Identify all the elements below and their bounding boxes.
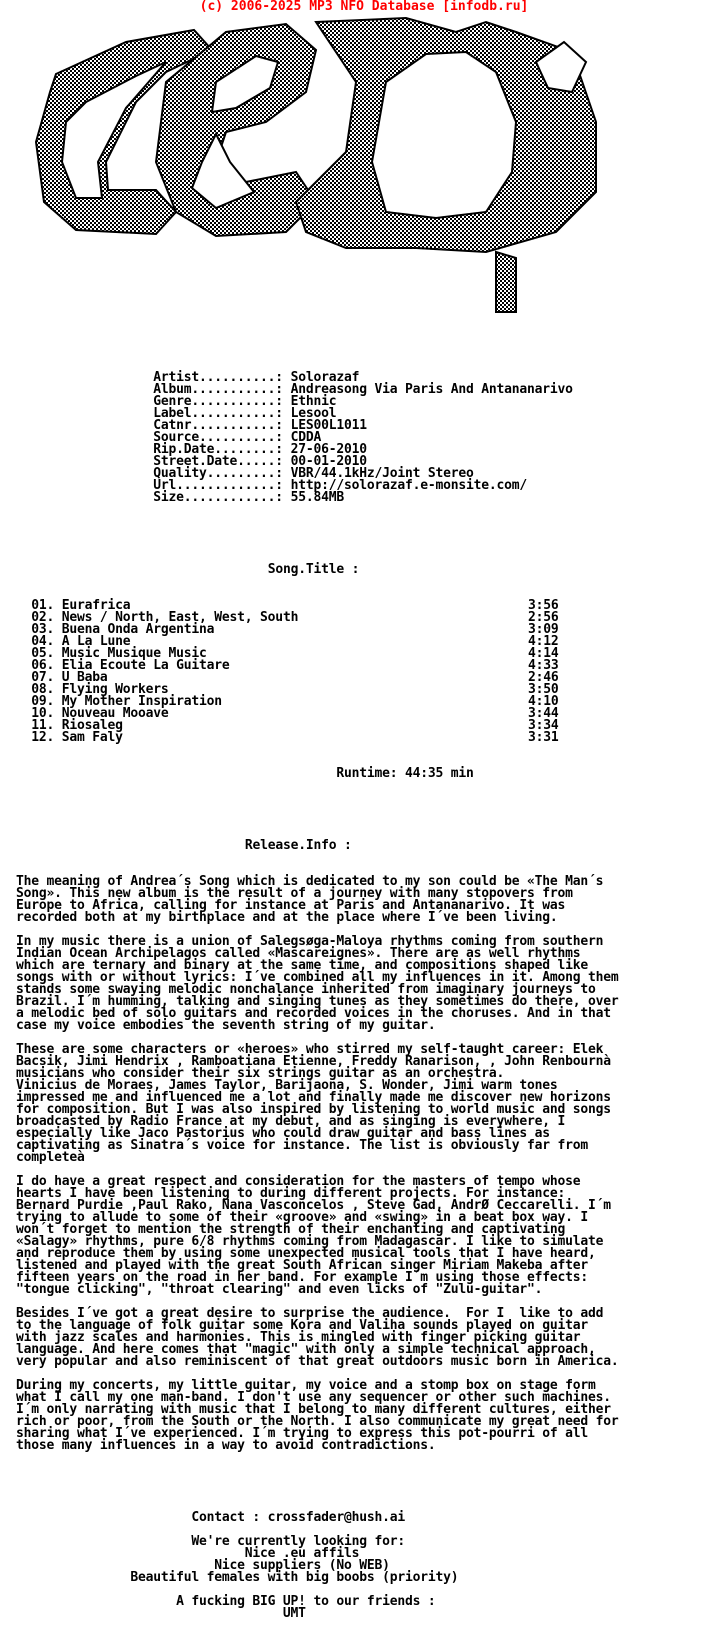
release-field-value: Solorazaf: [290, 370, 360, 385]
info-line: won´t forget to mention the strength of their enchanting and captivating: [16, 1222, 566, 1237]
track-duration: 4:12: [528, 634, 559, 649]
track-title: Buena Onda Argentina: [61, 622, 215, 637]
info-line: which are ternary and binary at the same time, and compositions shaped like: [16, 958, 588, 973]
track-number: 12.: [16, 730, 62, 745]
info-line: Indian Ocean Archipelagos called «Mascareignes». There are as well rhythms: [16, 946, 581, 961]
track-duration: 3:09: [528, 622, 559, 637]
info-line: Brazil. I´m humming, talking and singing tunes as they sometimes do there, over: [16, 994, 619, 1009]
info-line: In my music there is a union of Salegsøga-Maloya rhythms coming from southern: [16, 934, 604, 949]
footer-line: A fucking BIG UP! to our friends :: [16, 1594, 436, 1609]
footer-line: [16, 1584, 728, 1596]
info-line: Europe to Africa, calling for instance at Paris and Antananarivo. It was: [16, 898, 566, 913]
track-title: My Mother Inspiration: [61, 694, 222, 709]
info-line: I do have a great respect and consideration for the masters of tempo whose: [16, 1174, 581, 1189]
info-line: what I call my one man-band. I don't use any sequencer or other such machines.: [16, 1390, 611, 1405]
track-title: A La Lune: [61, 634, 131, 649]
track-duration: 3:50: [528, 682, 559, 697]
info-line: captivating as Sinatra´s voice for instance. The list is obviously far from: [16, 1138, 588, 1153]
release-field-value: CDDA: [290, 430, 322, 445]
release-field: [16, 492, 728, 504]
track-duration: 3:31: [528, 730, 559, 745]
info-line: The meaning of Andrea´s Song which is dedicated to my son could be «The Man´s: [16, 874, 604, 889]
release-field-value: Lesool: [290, 406, 337, 421]
info-line: Song». This new album is the result of a journey with many stopovers from: [16, 886, 573, 901]
footer-line: Nice .eu affils: [16, 1546, 360, 1561]
release-field-value: 00-01-2010: [290, 454, 367, 469]
track-number: 04.: [16, 634, 62, 649]
info-line: rich or poor, from the South or the North. I also communicate my great need for: [16, 1414, 619, 1429]
track-duration: 3:56: [528, 598, 559, 613]
info-line: stands some swaying melodic nonchalance inherited from imaginary journeys to: [16, 982, 596, 997]
track-title: Elia Ecoute La Guitare: [61, 658, 230, 673]
info-line: those many influences in a way to avoid contradictions.: [16, 1438, 436, 1453]
track-number: 03.: [16, 622, 62, 637]
info-line: a melodic bed of solo guitars and recorded voices in the choruses. And in that: [16, 1006, 611, 1021]
nfo-text: [16, 312, 728, 1632]
info-line: musicians who consider their six strings guitar as an orchestra.: [16, 1066, 505, 1081]
info-line: recorded both at my birthplace and at the place where I´ve been living.: [16, 910, 558, 925]
info-line: completeà: [16, 1150, 85, 1165]
release-field-label: Album...........:: [153, 382, 291, 397]
songs-heading: Song.Title :: [267, 562, 360, 577]
track-title: Flying Workers: [61, 682, 169, 697]
track-row: [16, 732, 728, 744]
info-line: listened and played with the great South African singer Miriam Makeba after: [16, 1258, 588, 1273]
release-info-text: [16, 876, 728, 1452]
track-number: 06.: [16, 658, 62, 673]
footer-line: UMT: [16, 1606, 306, 1621]
track-title: Riosaleg: [61, 718, 123, 733]
info-line: to the language of folk guitar some Kora and Valiha sounds played on guitar: [16, 1318, 588, 1333]
info-line: broadcasted by Radio France at my debut, and as singing is everywhere, I: [16, 1114, 566, 1129]
track-title: U Baba: [61, 670, 108, 685]
track-title: Nouveau Mooave: [61, 706, 169, 721]
track-duration: 2:56: [528, 610, 559, 625]
release-field-value: Ethnic: [290, 394, 337, 409]
footer-line: Contact : crossfader@hush.ai: [16, 1510, 405, 1525]
track-duration: 4:10: [528, 694, 559, 709]
info-line: Vinicius de Moraes, James Taylor, Barijaona, S. Wonder, Jimi warm tones: [16, 1078, 558, 1093]
info-line: sharing what I´ve experienced. I´m trying to express this pot-pourri of all: [16, 1426, 588, 1441]
track-title: News / North, East, West, South: [61, 610, 299, 625]
info-line: During my concerts, my little guitar, my voice and a stomp box on stage form: [16, 1378, 596, 1393]
info-line: and reproduce them by using some unexpected musical tools that I have heard,: [16, 1246, 596, 1261]
track-number: 07.: [16, 670, 62, 685]
info-line: trying to allude to some of their «groove» and «swing» in a beat box way. I: [16, 1210, 588, 1225]
footer-text: [16, 1512, 728, 1620]
track-number: 02.: [16, 610, 62, 625]
info-line: for composition. But I was also inspired by listening to world music and songs: [16, 1102, 611, 1117]
release-field-value[interactable]: http://solorazaf.e-monsite.com/: [290, 478, 527, 493]
track-number: 01.: [16, 598, 62, 613]
info-line: hearts I have been listening to during different projects. For instance:: [16, 1186, 566, 1201]
track-title: Sam Faly: [61, 730, 123, 745]
track-row: [16, 660, 728, 672]
release-field-label: Label...........:: [153, 406, 291, 421]
logo-letter-d: [296, 18, 596, 312]
release-info-heading: Release.Info :: [244, 838, 352, 853]
release-field-label: Rip.Date........:: [153, 442, 291, 457]
info-line: especially like Jaco Pastorius who could draw guitar and bass lines as: [16, 1126, 550, 1141]
info-line: very popular and also reminiscent of that great outdoors music born in America.: [16, 1354, 619, 1369]
release-field-value: 55.84MB: [290, 490, 344, 505]
track-title: Music Musique Music: [61, 646, 207, 661]
release-field-label: Street.Date.....:: [153, 454, 291, 469]
release-field-label: Source..........:: [153, 430, 291, 445]
release-field-label: Quality.........:: [153, 466, 291, 481]
track-number: 08.: [16, 682, 62, 697]
release-field-label: Size............:: [153, 490, 291, 505]
track-number: 05.: [16, 646, 62, 661]
track-number: 10.: [16, 706, 62, 721]
track-duration: 4:14: [528, 646, 559, 661]
tracklist: [16, 600, 728, 744]
track-number: 11.: [16, 718, 62, 733]
footer-line: Nice suppliers (No WEB): [16, 1558, 390, 1573]
group-logo-art: [16, 12, 616, 314]
info-line: I´m only narrating with music that I belong to many different cultures, either: [16, 1402, 611, 1417]
footer-line: Beautiful females with big boobs (priority): [16, 1570, 459, 1585]
track-duration: 3:34: [528, 718, 559, 733]
info-line: "tongue clicking", "throat clearing" and even licks of "Zulu-guitar".: [16, 1282, 543, 1297]
footer-line: [16, 1524, 728, 1536]
release-field-value: VBR/44.1kHz/Joint Stereo: [290, 466, 474, 481]
track-number: 09.: [16, 694, 62, 709]
info-line: with jazz scales and harmonies. This is mingled with finger picking guitar: [16, 1330, 581, 1345]
info-line: impressed me and influenced me a lot and finally made me discover new horizons: [16, 1090, 611, 1105]
track-title: Eurafrica: [61, 598, 131, 613]
track-duration: 3:44: [528, 706, 559, 721]
info-line: case my voice embodies the seventh string of my guitar.: [16, 1018, 436, 1033]
info-line: language. And here comes that "magic" with only a simple technical approach,: [16, 1342, 596, 1357]
release-field-label: Artist..........:: [153, 370, 291, 385]
release-details: [16, 372, 728, 504]
info-line: «Salagy» rhythms, pure 6/8 rhythms coming from Madagascar. I like to simulate: [16, 1234, 604, 1249]
release-field-value: Andreasong Via Paris And Antananarivo: [290, 382, 573, 397]
release-field-label: Genre...........:: [153, 394, 291, 409]
info-line: Besides I´ve got a great desire to surprise the audience. For I like to add: [16, 1306, 604, 1321]
track-duration: 4:33: [528, 658, 559, 673]
info-line: songs with or without lyrics: I´ve combined all my influences in it. Among them: [16, 970, 619, 985]
info-line: Bernard Purdie ,Paul Rako, Nana Vasconcelos , Steve Gad, AndrØ Ceccarelli. I´m: [16, 1198, 611, 1213]
info-line: These are some characters or «heroes» who stirred my self-taught career: Elek: [16, 1042, 604, 1057]
track-row: [16, 708, 728, 720]
release-field-value: LES00L1011: [290, 418, 367, 433]
copyright-header: (c) 2006-2025 MP3 NFO Database [infodb.ru]: [199, 0, 529, 14]
runtime: Runtime: 44:35 min: [336, 766, 474, 781]
release-field-value: 27-06-2010: [290, 442, 367, 457]
footer-line: We're currently looking for:: [16, 1534, 405, 1549]
info-line: fifteen years on the road in her band. For example I´m using those effects:: [16, 1270, 588, 1285]
info-line: Bacsik, Jimi Hendrix , Ramboatiana Etienne, Freddy Ranarison, , John Renbournà: [16, 1054, 611, 1069]
release-field-label: Catnr...........:: [153, 418, 291, 433]
track-duration: 2:46: [528, 670, 559, 685]
release-field-label: Url.............:: [153, 478, 291, 493]
